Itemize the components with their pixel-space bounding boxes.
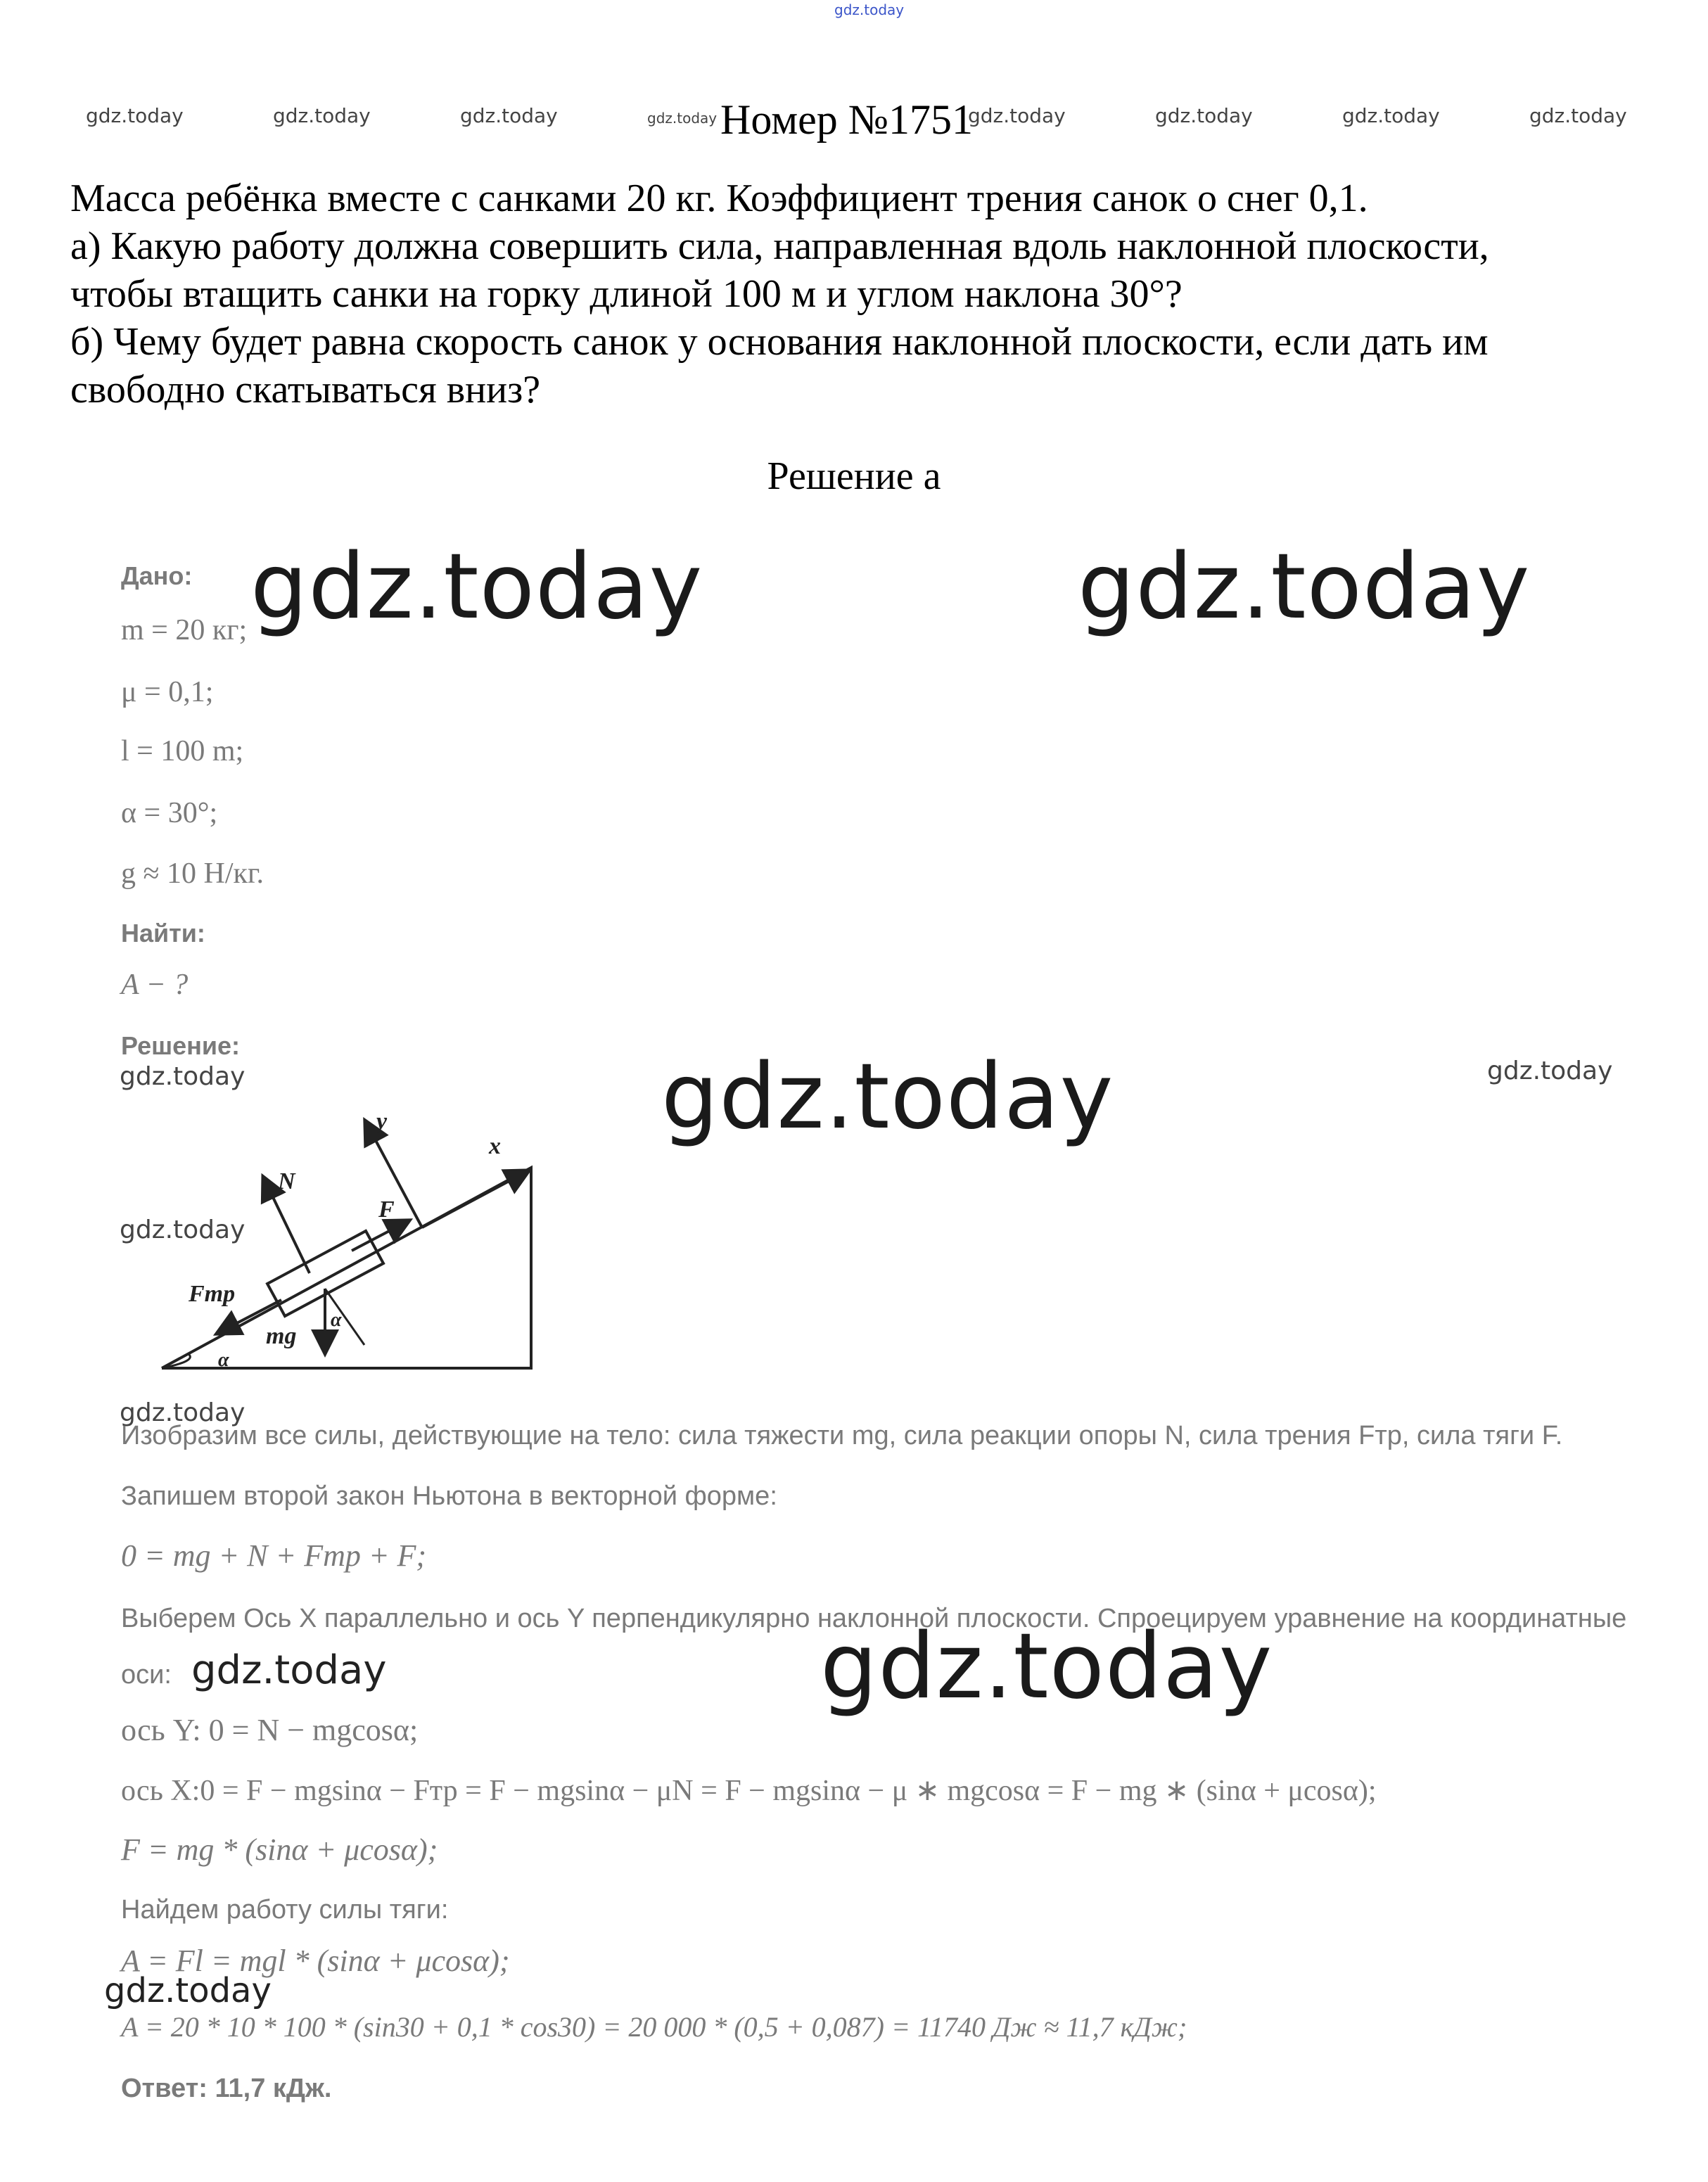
find-label: Найти: [121, 919, 205, 948]
problem-line: чтобы втащить санки на горку длиной 100 м и углом наклона 30°? [70, 272, 1183, 316]
watermark: gdz.today [120, 1062, 246, 1091]
label-angle-base: α [218, 1349, 229, 1371]
step-work-formula: A = Fl = mgl * (sinα + μcosα); [121, 1944, 510, 1978]
answer: Ответ: 11,7 кДж. [121, 2074, 332, 2103]
watermark: gdz.today [250, 535, 703, 639]
label-n: N [278, 1168, 295, 1194]
problem-line: а) Какую работу должна совершить сила, направленная вдоль наклонной плоскости, [70, 224, 1489, 268]
step-forces: Изобразим все силы, действующие на тело: сила тяжести mg, сила реакции опоры N, сила трения Fтр, сила тяги F. [121, 1421, 1563, 1450]
watermark: gdz.today [86, 104, 184, 127]
step-axes: Выберем Ось X параллельно и ось Y перпендикулярно наклонной плоскости. Спроецируем уравнение на координатные [121, 1604, 1627, 1633]
given-g: g ≈ 10 Н/кг. [121, 857, 264, 890]
given-mu: μ = 0,1; [121, 676, 214, 708]
watermark: gdz.today [1487, 1057, 1613, 1085]
solution-label: Решение: [121, 1031, 241, 1060]
label-ftr: Fтр [189, 1281, 236, 1307]
label-angle-block: α [331, 1309, 342, 1331]
step-work-calc: A = 20 * 10 * 100 * (sin30 + 0,1 * cos30) = 20 000 * (0,5 + 0,087) = 11740 Дж ≈ 11,7 кДж; [121, 2011, 1187, 2043]
watermark: gdz.today [460, 104, 558, 127]
given-mass: m = 20 кг; [121, 614, 248, 646]
problem-line: свободно скатываться вниз? [70, 368, 541, 411]
watermark: gdz.today [1342, 104, 1440, 127]
page-title: Номер №1751 [720, 96, 974, 143]
inclined-plane-diagram [141, 1097, 549, 1379]
watermark: gdz.today [1078, 535, 1531, 639]
top-watermark: gdz.today [834, 1, 905, 18]
x-axis [422, 1171, 528, 1227]
problem-statement [70, 174, 1660, 414]
given-label: Дано: [121, 561, 193, 590]
label-mg: mg [266, 1323, 297, 1349]
step-axis-x: ось X:0 = F − mgsinα − Fтр = F − mgsinα − μN = F − mgsinα − μ ∗ mgcosα = F − mg ∗ (sinα + μcosα); [121, 1775, 1377, 1807]
given-length: l = 100 m; [121, 735, 244, 767]
given-angle: α = 30°; [121, 797, 218, 829]
watermark: gdz.today [1155, 104, 1253, 127]
step-newton-intro: Запишем второй закон Ньютона в векторной форме: [121, 1481, 777, 1511]
label-y: y [376, 1109, 388, 1135]
watermark: gdz.today [647, 110, 718, 127]
step-newton-vector: 0 = mg + N + Fтр + F; [121, 1538, 427, 1573]
step-force-formula: F = mg * (sinα + μcosα); [121, 1832, 438, 1867]
watermark: gdz.today [661, 1045, 1114, 1149]
watermark: gdz.today [120, 1398, 246, 1427]
label-x: x [489, 1133, 501, 1159]
pull-force-arrow [352, 1221, 408, 1251]
watermark: gdz.today [191, 1647, 387, 1693]
step-work-intro: Найдем работу силы тяги: [121, 1895, 449, 1925]
watermark: gdz.today [968, 104, 1066, 127]
watermark: gdz.today [1529, 104, 1627, 127]
step-axis-y: ось Y: 0 = N − mgcosα; [121, 1713, 419, 1747]
watermark: gdz.today [273, 104, 371, 127]
watermark: gdz.today [104, 1971, 272, 2010]
watermark: gdz.today [120, 1216, 246, 1244]
watermark: gdz.today [820, 1614, 1273, 1719]
solution-title: Решение а [767, 454, 941, 498]
find-value: A − ? [121, 969, 189, 1001]
problem-line: б) Чему будет равна скорость санок у основания наклонной плоскости, если дать им [70, 320, 1489, 364]
label-f: F [378, 1197, 395, 1223]
step-axes-cont: оси: [121, 1660, 172, 1690]
problem-line: Масса ребёнка вместе с санками 20 кг. Коэффициент трения санок о снег 0,1. [70, 177, 1368, 220]
